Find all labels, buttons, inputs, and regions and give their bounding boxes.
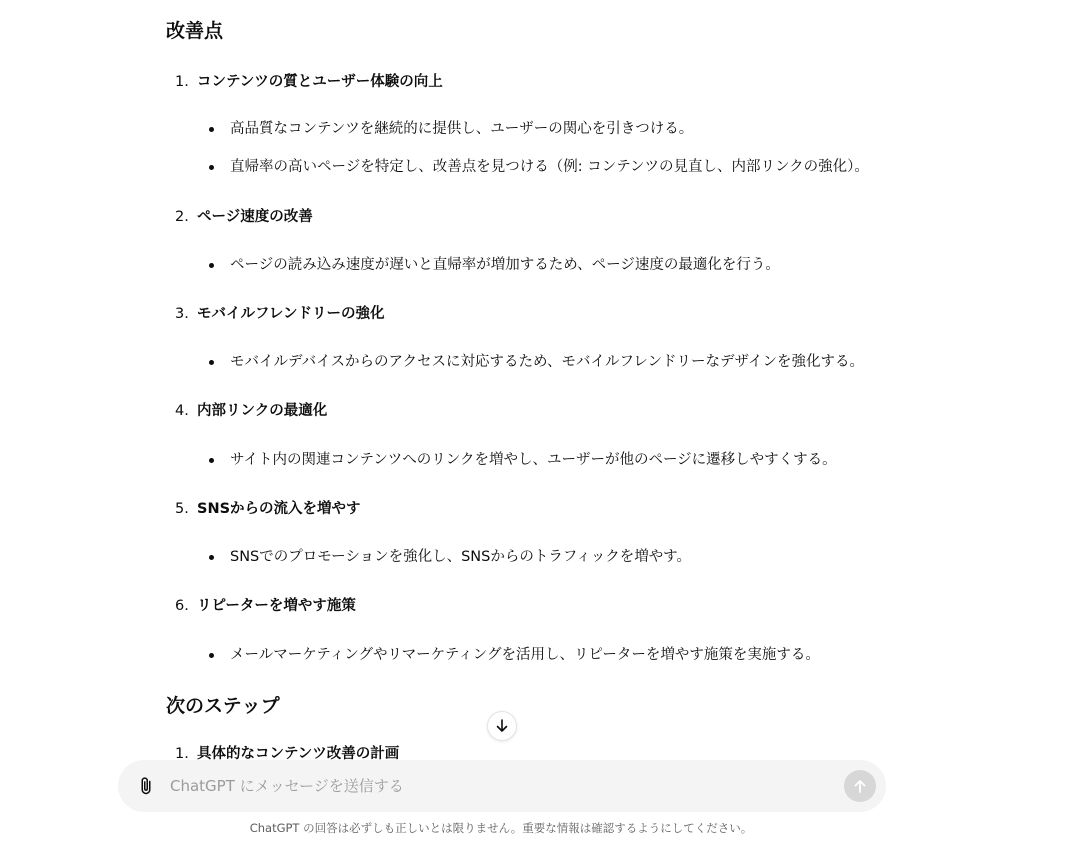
list-item-title: SNSからの流入を増やす: [197, 501, 361, 517]
list-item-bullet: SNSでのプロモーションを強化し、SNSからのトラフィックを増やす。: [230, 549, 692, 565]
message-input[interactable]: [170, 774, 830, 798]
list-item-number: 3.: [175, 306, 189, 322]
list-item-title: コンテンツの質とユーザー体験の向上: [197, 74, 443, 90]
disclaimer-text: ChatGPT の回答は必ずしも正しいとは限りません。重要な情報は確認するようにしてください。: [249, 821, 753, 835]
list-item-bullet: メールマーケティングやリマーケティングを活用し、リピーターを増やす施策を実施する。: [230, 647, 820, 663]
section-heading: 改善点: [166, 20, 224, 42]
bullet-icon: [209, 127, 214, 132]
arrow-down-icon: [494, 718, 510, 734]
list-item-title: リピーターを増やす施策: [197, 598, 356, 614]
send-button[interactable]: [844, 770, 876, 802]
list-item-title: ページ速度の改善: [197, 209, 313, 225]
list-item-number: 5.: [175, 501, 189, 517]
conversation-content: [166, 0, 886, 760]
list-item-number: 2.: [175, 209, 189, 225]
message-composer: [118, 760, 886, 812]
list-item-title: モバイルフレンドリーの強化: [197, 306, 385, 322]
bullet-icon: [209, 653, 214, 658]
bullet-icon: [209, 165, 214, 170]
list-item-number: 1.: [175, 74, 189, 90]
paperclip-icon: [136, 776, 156, 796]
bullet-icon: [209, 555, 214, 560]
list-item-bullet: サイト内の関連コンテンツへのリンクを増やし、ユーザーが他のページに遷移しやすくする。: [230, 452, 837, 468]
list-item-bullet: 高品質なコンテンツを継続的に提供し、ユーザーの関心を引きつける。: [230, 121, 694, 137]
list-item-bullet: モバイルデバイスからのアクセスに対応するため、モバイルフレンドリーなデザインを強化する。: [230, 354, 865, 370]
attach-button[interactable]: [134, 774, 158, 798]
arrow-up-icon: [852, 778, 868, 794]
list-item-title: 具体的なコンテンツ改善の計画: [197, 746, 400, 760]
scroll-to-bottom-button[interactable]: [487, 711, 517, 741]
list-item-number: 6.: [175, 598, 189, 614]
list-item-bullet: 直帰率の高いページを特定し、改善点を見つける（例: コンテンツの見直し、内部リンクの強化）。: [230, 159, 869, 175]
list-item-bullet: ページの読み込み速度が遅いと直帰率が増加するため、ページ速度の最適化を行う。: [230, 257, 780, 273]
list-item-number: 1.: [175, 746, 189, 760]
list-item-title: 内部リンクの最適化: [197, 403, 328, 419]
section-heading: 次のステップ: [166, 695, 280, 717]
list-item-number: 4.: [175, 403, 189, 419]
bullet-icon: [209, 360, 214, 365]
bullet-icon: [209, 263, 214, 268]
bullet-icon: [209, 458, 214, 463]
